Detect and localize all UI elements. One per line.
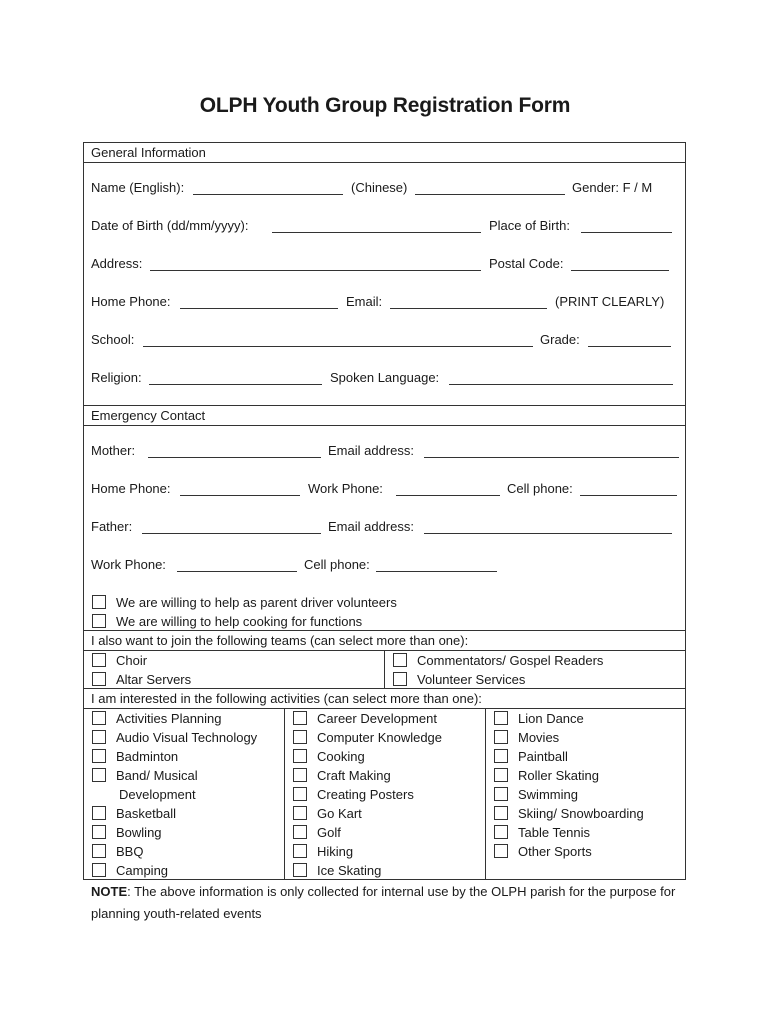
activity-checkbox-career-development[interactable] bbox=[293, 711, 307, 725]
father-label: Father: bbox=[91, 519, 133, 534]
name-chinese-field[interactable] bbox=[415, 194, 565, 195]
mother-work-phone-field[interactable] bbox=[396, 495, 500, 496]
team-label-volunteer-services: Volunteer Services bbox=[417, 672, 526, 687]
column-divider bbox=[485, 708, 486, 880]
activity-checkbox-bbq[interactable] bbox=[92, 844, 106, 858]
grade-label: Grade: bbox=[540, 332, 580, 347]
activity-label: Cooking bbox=[317, 749, 365, 764]
team-checkbox-choir[interactable] bbox=[92, 653, 106, 667]
activity-label: Development bbox=[119, 787, 196, 802]
activity-checkbox-band-musical[interactable] bbox=[92, 768, 106, 782]
school-label: School: bbox=[91, 332, 135, 347]
activity-checkbox-craft-making[interactable] bbox=[293, 768, 307, 782]
father-email-label: Email address: bbox=[328, 519, 414, 534]
print-clearly-note: (PRINT CLEARLY) bbox=[555, 294, 665, 309]
teams-heading: I also want to join the following teams (can select more than one): bbox=[91, 633, 469, 648]
activity-label: BBQ bbox=[116, 844, 144, 859]
postal-code-label: Postal Code: bbox=[489, 256, 564, 271]
father-email-field[interactable] bbox=[424, 533, 672, 534]
activity-checkbox-movies[interactable] bbox=[494, 730, 508, 744]
activity-label: Audio Visual Technology bbox=[116, 730, 258, 745]
mother-cell-phone-label: Cell phone: bbox=[507, 481, 573, 496]
column-divider bbox=[384, 650, 385, 688]
home-phone-label: Home Phone: bbox=[91, 294, 171, 309]
section-divider bbox=[83, 708, 686, 709]
section-divider bbox=[83, 688, 686, 689]
note-label: NOTE bbox=[91, 884, 128, 899]
address-label: Address: bbox=[91, 256, 143, 271]
section-divider bbox=[83, 630, 686, 631]
grade-field[interactable] bbox=[588, 346, 671, 347]
postal-code-field[interactable] bbox=[571, 270, 669, 271]
activity-label: Bowling bbox=[116, 825, 162, 840]
activity-checkbox-badminton[interactable] bbox=[92, 749, 106, 763]
activity-label: Other Sports bbox=[518, 844, 592, 859]
gender-label: Gender: F / M bbox=[572, 180, 653, 195]
activity-label: Go Kart bbox=[317, 806, 362, 821]
activities-heading: I am interested in the following activities (can select more than one): bbox=[91, 691, 482, 706]
general-info-heading: General Information bbox=[91, 145, 206, 160]
activity-checkbox-roller-skating[interactable] bbox=[494, 768, 508, 782]
emergency-home-phone-field[interactable] bbox=[180, 495, 300, 496]
activity-label: Lion Dance bbox=[518, 711, 584, 726]
cooking-volunteer-label: We are willing to help cooking for functions bbox=[116, 614, 363, 629]
address-field[interactable] bbox=[150, 270, 481, 271]
driver-volunteer-label: We are willing to help as parent driver volunteers bbox=[116, 595, 397, 610]
father-cell-phone-field[interactable] bbox=[376, 571, 497, 572]
school-field[interactable] bbox=[143, 346, 533, 347]
activity-checkbox-table-tennis[interactable] bbox=[494, 825, 508, 839]
activity-label: Skiing/ Snowboarding bbox=[518, 806, 644, 821]
activity-checkbox-bowling[interactable] bbox=[92, 825, 106, 839]
dob-label: Date of Birth (dd/mm/yyyy): bbox=[91, 218, 249, 233]
mother-email-field[interactable] bbox=[424, 457, 679, 458]
home-phone-field[interactable] bbox=[180, 308, 338, 309]
activity-checkbox-golf[interactable] bbox=[293, 825, 307, 839]
activity-checkbox-creating-posters[interactable] bbox=[293, 787, 307, 801]
name-english-field[interactable] bbox=[193, 194, 343, 195]
activity-checkbox-cooking[interactable] bbox=[293, 749, 307, 763]
activity-label: Badminton bbox=[116, 749, 179, 764]
activity-label: Movies bbox=[518, 730, 560, 745]
mother-field[interactable] bbox=[148, 457, 321, 458]
activity-label: Craft Making bbox=[317, 768, 391, 783]
activity-label: Band/ Musical bbox=[116, 768, 198, 783]
form-title: OLPH Youth Group Registration Form bbox=[199, 94, 571, 117]
section-divider bbox=[83, 162, 686, 163]
activity-checkbox-swimming[interactable] bbox=[494, 787, 508, 801]
team-checkbox-volunteer-services[interactable] bbox=[393, 672, 407, 686]
activity-label: Career Development bbox=[317, 711, 437, 726]
footer-note bbox=[91, 881, 681, 925]
name-chinese-label: (Chinese) bbox=[351, 180, 408, 195]
father-cell-phone-label: Cell phone: bbox=[304, 557, 370, 572]
email-field[interactable] bbox=[390, 308, 547, 309]
father-field[interactable] bbox=[142, 533, 321, 534]
activity-checkbox-audio-visual[interactable] bbox=[92, 730, 106, 744]
activity-checkbox-ice-skating[interactable] bbox=[293, 863, 307, 877]
team-label-altar-servers: Altar Servers bbox=[116, 672, 192, 687]
activity-label: Computer Knowledge bbox=[317, 730, 443, 745]
father-work-phone-label: Work Phone: bbox=[91, 557, 166, 572]
activity-checkbox-paintball[interactable] bbox=[494, 749, 508, 763]
activity-label: Roller Skating bbox=[518, 768, 599, 783]
column-divider bbox=[284, 708, 285, 880]
team-label-commentators: Commentators/ Gospel Readers bbox=[417, 653, 604, 668]
activity-checkbox-skiing[interactable] bbox=[494, 806, 508, 820]
activity-label: Basketball bbox=[116, 806, 176, 821]
spoken-language-field[interactable] bbox=[449, 384, 673, 385]
activity-checkbox-basketball[interactable] bbox=[92, 806, 106, 820]
activity-label: Swimming bbox=[518, 787, 578, 802]
mother-cell-phone-field[interactable] bbox=[580, 495, 677, 496]
dob-field[interactable] bbox=[272, 232, 481, 233]
pob-field[interactable] bbox=[581, 232, 672, 233]
team-label-choir: Choir bbox=[116, 653, 148, 668]
religion-field[interactable] bbox=[149, 384, 322, 385]
activity-label: Creating Posters bbox=[317, 787, 414, 802]
mother-email-label: Email address: bbox=[328, 443, 414, 458]
activity-label: Table Tennis bbox=[518, 825, 591, 840]
driver-volunteer-checkbox[interactable] bbox=[92, 595, 106, 609]
activity-label: Hiking bbox=[317, 844, 354, 859]
activity-label: Camping bbox=[116, 863, 169, 878]
note-text: : The above information is only collected for internal use by the OLPH parish for the purpose for planning youth-related events bbox=[91, 884, 676, 921]
mother-work-phone-label: Work Phone: bbox=[308, 481, 383, 496]
activity-label: Golf bbox=[317, 825, 341, 840]
activity-checkbox-camping[interactable] bbox=[92, 863, 106, 877]
section-divider bbox=[83, 425, 686, 426]
activity-checkbox-computer-knowledge[interactable] bbox=[293, 730, 307, 744]
activity-label: Paintball bbox=[518, 749, 568, 764]
mother-label: Mother: bbox=[91, 443, 136, 458]
activity-checkbox-lion-dance[interactable] bbox=[494, 711, 508, 725]
religion-label: Religion: bbox=[91, 370, 142, 385]
activity-label: Ice Skating bbox=[317, 863, 382, 878]
emergency-contact-heading: Emergency Contact bbox=[91, 408, 206, 423]
activity-checkbox-activities-planning[interactable] bbox=[92, 711, 106, 725]
cooking-volunteer-checkbox[interactable] bbox=[92, 614, 106, 628]
name-english-label: Name (English): bbox=[91, 180, 185, 195]
team-checkbox-commentators[interactable] bbox=[393, 653, 407, 667]
activity-checkbox-go-kart[interactable] bbox=[293, 806, 307, 820]
team-checkbox-altar-servers[interactable] bbox=[92, 672, 106, 686]
activity-checkbox-other-sports[interactable] bbox=[494, 844, 508, 858]
emergency-home-phone-label: Home Phone: bbox=[91, 481, 171, 496]
father-work-phone-field[interactable] bbox=[177, 571, 297, 572]
section-divider bbox=[83, 405, 686, 406]
email-label: Email: bbox=[346, 294, 383, 309]
spoken-language-label: Spoken Language: bbox=[330, 370, 440, 385]
activity-checkbox-hiking[interactable] bbox=[293, 844, 307, 858]
pob-label: Place of Birth: bbox=[489, 218, 570, 233]
activity-label: Activities Planning bbox=[116, 711, 222, 726]
